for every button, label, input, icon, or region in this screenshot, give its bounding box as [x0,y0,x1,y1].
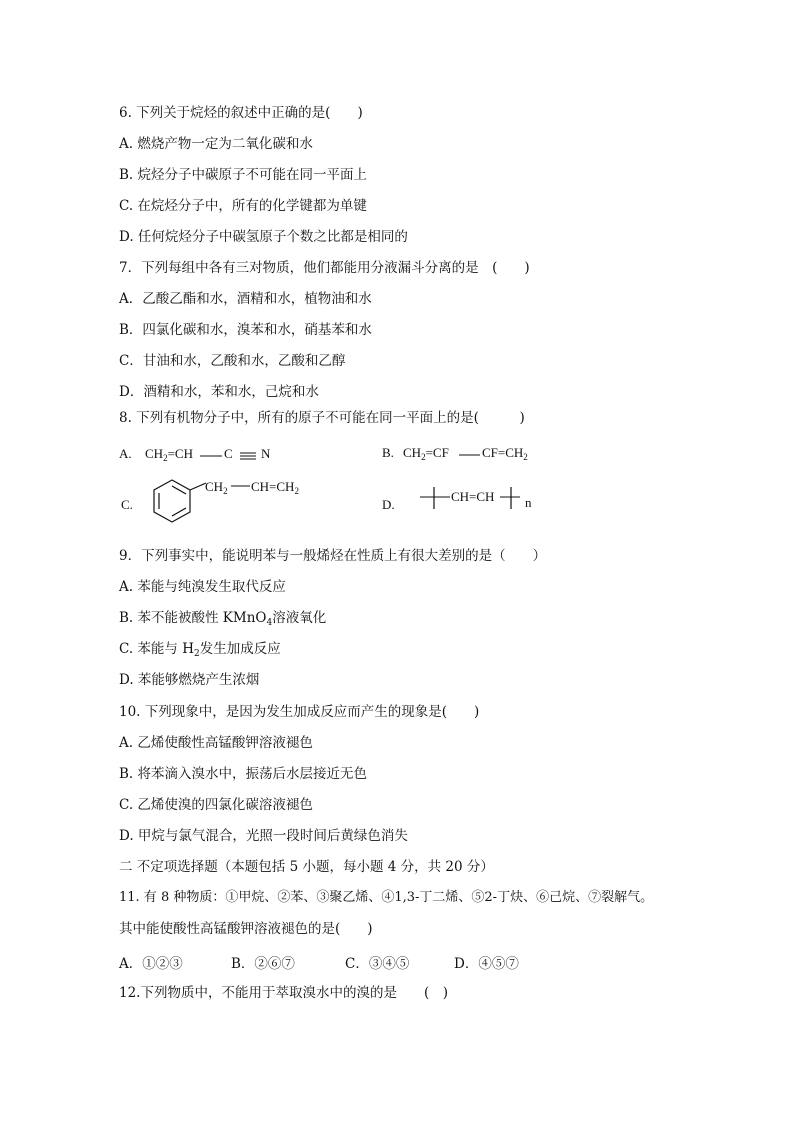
q8-option-c-vinyl: $CH=CH_2$ [251,479,299,496]
q8-option-b-label: B. [382,445,394,460]
q8-option-c-ch2: $CH_2$ [205,479,228,496]
q6-option-a: A. 燃烧产物一定为二氧化碳和水 [119,136,313,152]
q7-option-c: C．甘油和水，乙酸和水，乙酸和乙醇 [119,353,346,369]
q8-option-a-label: A. [119,446,132,461]
q10-stem: 10. 下列现象中，是因为发生加成反应而产生的现象是( ) [119,704,480,720]
q8-option-b-formula: $CH_2=CF$ [403,445,449,462]
q8-option-d-n: n [525,495,532,510]
section-heading: 二 不定项选择题（本题包括 5 小题，每小题 4 分，共 20 分） [119,859,494,875]
q10-option-a: A. 乙烯使酸性高锰酸钾溶液褪色 [119,735,313,751]
q7-option-d: D．酒精和水，苯和水，己烷和水 [119,384,319,400]
q6-option-b: B. 烷烃分子中碳原子不可能在同一平面上 [119,167,368,183]
q11-stem: 11. 有 8 种物质：①甲烷、②苯、③聚乙烯、④1,3-丁二烯、⑤2-丁炔、⑥己烷、⑦裂解气。 [119,890,654,905]
q8-option-c-label: C. [121,497,133,512]
q10-option-d: D. 甲烷与氯气混合，光照一段时间后黄绿色消失 [119,828,408,844]
q7-stem: 7．下列每组中各有三对物质，他们都能用分液漏斗分离的是 ( ) [119,260,530,276]
q11-option-b: B．②⑥⑦ [231,956,295,972]
q12-stem: 12.下列物质中，不能用于萃取溴水中的溴的是 ( ) [119,985,449,1001]
q8-option-a-carbon: C [224,446,233,461]
q9-option-d: D. 苯能够燃烧产生浓烟 [119,672,260,688]
q6-option-d: D. 任何烷烃分子中碳氢原子个数之比都是相同的 [119,229,408,245]
q11-option-c: C．③④⑤ [345,956,410,972]
q11-stem-continued: 其中能使酸性高锰酸钾溶液褪色的是( ) [119,921,373,937]
q8-option-a-formula: $CH_2=CH$ [145,446,193,463]
q7-option-b: B．四氯化碳和水，溴苯和水，硝基苯和水 [119,322,372,338]
q9-option-c: C. 苯能与 $H_2$发生加成反应 [119,641,281,659]
q9-option-b: B. 苯不能被酸性 KMnO$_4$溶液氧化 [119,610,327,628]
q9-stem: 9．下列事实中，能说明苯与一般烯烃在性质上有很大差别的是（ ） [119,548,547,564]
q10-option-c: C. 乙烯使溴的四氯化碳溶液褪色 [119,797,313,813]
q11-option-d: D．④⑤⑦ [454,956,519,972]
q7-option-a: A．乙酸乙酯和水，酒精和水，植物油和水 [119,291,372,307]
q8-option-a-nitrogen: N [261,446,271,461]
q8-stem: 8. 下列有机物分子中，所有的原子不可能在同一平面上的是( ) [119,410,525,426]
q9-option-a: A. 苯能与纯溴发生取代反应 [119,579,286,595]
q8-option-d-formula: CH=CH [451,489,495,504]
q8-option-d-label: D. [382,497,395,512]
q11-option-a: A．①②③ [119,956,183,972]
q6-stem: 6. 下列关于烷烃的叙述中正确的是( ) [119,105,363,121]
q8-option-b-formula-tail: $CF=CH_2$ [482,445,528,462]
q8-option-a-bonds [198,447,298,467]
q6-option-c: C. 在烷烃分子中，所有的化学键都为单键 [119,198,367,214]
q11-options [119,952,519,972]
q10-option-b: B. 将苯滴入溴水中，振荡后水层接近无色 [119,766,368,782]
